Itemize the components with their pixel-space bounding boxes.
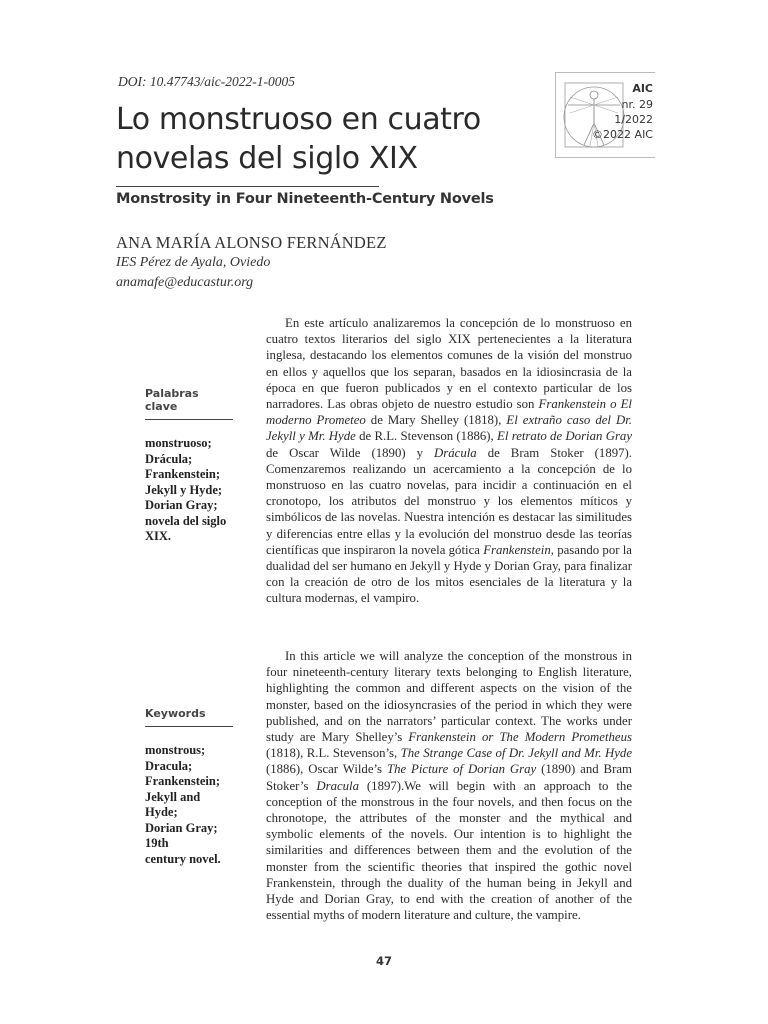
abstract-es-text: , pasando por la dualidad del ser humano en Jekyll y Hyde y Dorian Gray, para finalizar con la creación de otro de los mitos esenciales de la literatura y la cultura modernas, el vampiro.: [266, 542, 632, 606]
keywords-es-block: [145, 387, 235, 545]
keyword-es: Jekyll y Hyde;: [145, 482, 223, 497]
keyword-en: century novel.: [145, 851, 221, 866]
keyword-es: novela del siglo: [145, 513, 227, 528]
book-title: Frankenstein o El moderno Prometeo: [266, 397, 632, 428]
keyword-es: XIX.: [145, 529, 172, 543]
abstract-es-text: En este artículo analizaremos la concepción de lo monstruoso en cuatro textos literarios del siglo XIX pertenecientes a la literatura inglesa, destacando los elementos comunes de la visión del monstruo en ellos y aquellos que los separan, basados en la idiosincrasia de la época en que fueron publicados y en el contexto particular de los narradores. Las obras objeto de nuestro estudio son: [266, 316, 632, 412]
keyword-es: Dorian Gray;: [145, 498, 218, 512]
author-affiliation: IES Pérez de Ayala, Oviedo: [116, 255, 271, 270]
book-title: The Strange Case of Dr. Jekyll and Mr. Hyde: [400, 746, 633, 761]
abstract-es-text: de Oscar Wilde (1890) y: [266, 445, 435, 460]
keyword-en: Dorian Gray; 19th: [145, 820, 218, 850]
keywords-en-list: [145, 743, 235, 867]
book-title: Frankenstein or The Modern Prometheus: [408, 730, 632, 745]
journal-name: AIC: [632, 82, 653, 95]
keyword-en: monstrous;: [145, 743, 206, 757]
abstract-en-text: (1890) and Bram Stoker’s: [266, 762, 632, 793]
journal-issue: nr. 29: [621, 98, 653, 111]
keyword-en: Frankenstein;: [145, 774, 220, 788]
title-divider: [116, 186, 379, 187]
keywords-en-heading: Keywords: [145, 707, 233, 727]
book-title: Frankenstein: [483, 542, 551, 557]
keyword-en: Dracula;: [145, 758, 193, 773]
keyword-en: Jekyll and Hyde;: [145, 789, 201, 819]
abstract-es-text: de Bram Stoker (1897). Comenzaremos realizando un acercamiento a la concepción de lo monstruoso en las cuatro novelas, para incidir a continuación en el cronotopo, los atributos del monstruo y los elementos míticos y simbólicos de las novelas. Nuestra intención es destacar las similitudes y diferencias entre ellas y la evolución del monstruo desde las teorías científicas que inspiraron la novela gótica: [266, 445, 632, 557]
keywords-es-heading: Palabras clave: [145, 387, 233, 420]
abstract-en: [266, 648, 632, 923]
keyword-es: Frankenstein;: [145, 467, 220, 481]
abstract-es: [266, 315, 632, 607]
journal-number: 1/2022: [614, 113, 653, 126]
article-subtitle: Monstrosity in Four Nineteenth-Century Novels: [116, 191, 494, 207]
abstract-en-text: (1818), R.L. Stevenson’s,: [266, 746, 401, 761]
abstract-es-text: de Mary Shelley (1818),: [365, 413, 507, 428]
abstract-es-text: de R.L. Stevenson (1886),: [355, 429, 498, 444]
keywords-es-list: [145, 436, 235, 545]
book-title: El extraño caso del Dr. Jekyll y Mr. Hyde: [266, 413, 632, 444]
keywords-en-block: [145, 707, 235, 867]
book-title: The Picture of Dorian Gray: [386, 762, 537, 777]
doi-label: DOI: 10.47743/aic-2022-1-0005: [118, 74, 295, 89]
abstract-en-text: (1886), Oscar Wilde’s: [266, 762, 387, 777]
page-number: 47: [375, 954, 392, 968]
book-title: Drácula: [434, 445, 477, 460]
article-title: Lo monstruoso en cuatro novelas del siglo XIX: [116, 102, 481, 176]
author-name: ANA MARÍA ALONSO FERNÁNDEZ: [116, 233, 387, 252]
abstract-en-text: In this article we will analyze the conception of the monstrous in four nineteenth-century literary texts belonging to English literature, highlighting the common and different aspects on the vision of the monster, based on the idiosyncrasies of the period in which they were published, and on the narrators’ particular context. The works under study are Mary Shelley’s: [266, 649, 632, 745]
author-email: anamafe@educastur.org: [116, 275, 254, 290]
keyword-es: Drácula;: [145, 451, 193, 466]
book-title: El retrato de Dorian Gray: [497, 429, 632, 444]
journal-copyright: ©2022 AIC: [592, 128, 653, 141]
keyword-es: monstruoso;: [145, 436, 212, 450]
book-title: Dracula: [316, 778, 359, 793]
abstract-en-text: (1897).We will begin with an approach to the conception of the monstrous in the four novels, and then focus on the chronotope, the attributes of the monster and the mythical and symbolic elements of the novels. Our intention is to highlight the similarities and differences between them and the evolution of the monster from the scientific theories that inspired the gothic novel Frankenstein, through the duality of the human being in Jekyll and Hyde and Dorian Gray, to end with the creation of another of the essential myths of modern literature and culture, the vampire.: [266, 778, 633, 923]
journal-badge: [555, 72, 655, 158]
